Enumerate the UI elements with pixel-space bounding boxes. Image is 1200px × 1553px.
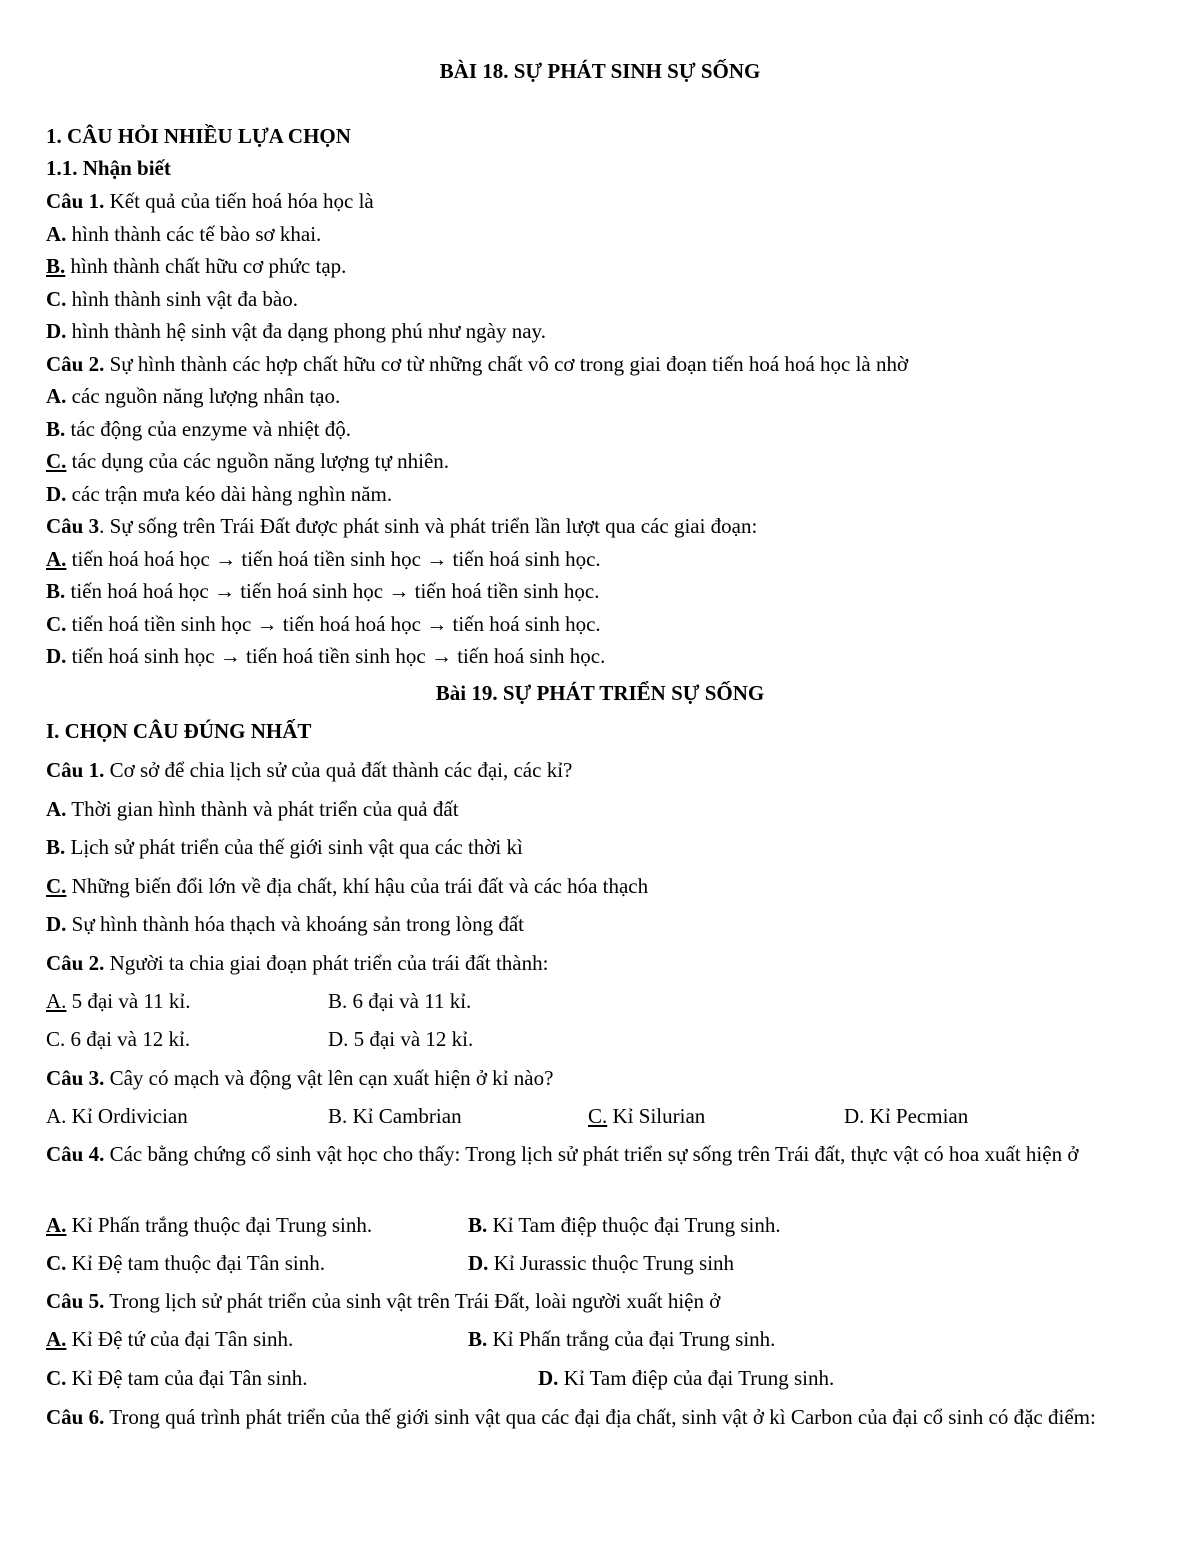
option-letter: D. [46,644,67,668]
question-label: Câu 2. [46,352,105,376]
option-letter: B. [46,254,66,278]
option-text: Kỉ Tam điệp thuộc đại Trung sinh. [487,1213,781,1237]
option-letter: C. [46,612,67,636]
option-text: 5 đại và 12 kỉ. [348,1027,474,1051]
option-letter: B. [468,1213,488,1237]
option-b [328,1103,462,1129]
option-text: tác động của enzyme và nhiệt độ. [65,417,351,441]
question-text: Cây có mạch và động vật lên cạn xuất hiện ở kỉ nào? [104,1066,554,1090]
section-heading-multiple-choice: 1. CÂU HỎI NHIỀU LỰA CHỌN [46,124,351,148]
option-c-correct [588,1103,705,1129]
option-a [46,383,340,409]
option-b [468,1326,775,1352]
option-letter: B. [46,579,66,603]
option-letter: B. [46,417,66,441]
lesson-19-title: Bài 19. SỰ PHÁT TRIỂN SỰ SỐNG [435,681,765,705]
option-c-correct [46,873,648,899]
option-d [46,481,392,507]
question-label: Câu 1. [46,758,105,782]
option-text: Kỉ Pecmian [864,1104,969,1128]
option-text: hình thành sinh vật đa bào. [66,287,298,311]
option-letter: C. [588,1104,608,1128]
option-text: tiến hoá hoá học → tiến hoá sinh học → tiến hoá tiền sinh học. [65,579,600,603]
option-text: tiến hoá sinh học → tiến hoá tiền sinh học → tiến hoá sinh học. [66,644,606,668]
question-label: Câu 5. [46,1289,105,1313]
question-1 [46,757,572,783]
question-label: Câu 3 [46,514,100,538]
option-letter: A. [46,1213,67,1237]
option-letter: D. [844,1104,865,1128]
question-text: Sự hình thành các hợp chất hữu cơ từ những chất vô cơ trong giai đoạn tiến hoá hoá học là nhờ [104,352,909,376]
option-text: 6 đại và 12 kỉ. [65,1027,191,1051]
option-a [46,221,321,247]
option-b [328,988,471,1014]
question-2 [46,950,548,976]
question-3 [46,1065,553,1091]
option-a-correct [46,1326,293,1352]
option-text: Kỉ Đệ tứ của đại Tân sinh. [66,1327,294,1351]
option-letter: A. [46,1104,67,1128]
option-letter: D. [46,319,67,343]
option-text: các nguồn năng lượng nhân tạo. [66,384,341,408]
option-a [46,1103,188,1129]
section-heading-choose-best: I. CHỌN CÂU ĐÚNG NHẤT [46,719,312,743]
option-letter: A. [46,222,67,246]
option-c [46,1250,325,1276]
option-a-correct [46,1212,372,1238]
option-text: Kỉ Đệ tam của đại Tân sinh. [66,1366,308,1390]
option-d [46,643,605,669]
option-letter: D. [468,1251,489,1275]
option-a-correct [46,546,601,572]
option-letter: D. [328,1027,349,1051]
option-text: Sự hình thành hóa thạch và khoáng sản trong lòng đất [66,912,524,936]
option-letter: C. [46,1027,66,1051]
option-text: các trận mưa kéo dài hàng nghìn năm. [66,482,393,506]
option-d [844,1103,968,1129]
option-letter: D. [46,912,67,936]
question-label: Câu 1. [46,189,105,213]
option-b [46,416,351,442]
question-1 [46,188,374,214]
question-text: Kết quả của tiến hoá hóa học là [104,189,374,213]
option-d [46,318,546,344]
option-letter: C. [46,1251,67,1275]
option-letter: B. [328,989,348,1013]
option-text: Kỉ Phấn trắng thuộc đại Trung sinh. [66,1213,373,1237]
question-label: Câu 3. [46,1066,105,1090]
option-d [538,1365,834,1391]
question-3 [46,513,757,539]
option-text: Kỉ Silurian [607,1104,706,1128]
option-c-correct [46,448,449,474]
option-letter: C. [46,874,67,898]
question-text: Trong lịch sử phát triển của sinh vật trên Trái Đất, loài người xuất hiện ở [104,1289,721,1313]
option-b [468,1212,781,1238]
option-text: 5 đại và 11 kỉ. [66,989,191,1013]
option-text: Kỉ Ordivician [66,1104,188,1128]
question-label: Câu 2. [46,951,105,975]
option-text: Kỉ Phấn trắng của đại Trung sinh. [487,1327,776,1351]
option-c [46,1365,307,1391]
option-letter: C. [46,1366,67,1390]
option-text: Kỉ Jurassic thuộc Trung sinh [488,1251,735,1275]
option-letter: A. [46,384,67,408]
option-letter: D. [46,482,67,506]
option-text: Lịch sử phát triển của thế giới sinh vật qua các thời kì [65,835,523,859]
question-text: Người ta chia giai đoạn phát triển của trái đất thành: [104,951,549,975]
option-a-correct [46,988,190,1014]
question-5 [46,1288,720,1314]
option-text: Kỉ Cambrian [347,1104,462,1128]
option-text: tiến hoá tiền sinh học → tiến hoá hoá học → tiến hoá sinh học. [66,612,601,636]
option-letter: C. [46,287,67,311]
subsection-heading-recognition: 1.1. Nhận biết [46,156,171,180]
option-text: hình thành hệ sinh vật đa dạng phong phú như ngày nay. [66,319,546,343]
question-text: Trong quá trình phát triển của thế giới sinh vật qua các đại địa chất, sinh vật ở kì Carbon của đại cổ sinh có đặc điểm: [104,1405,1096,1429]
option-text: Kỉ Tam điệp của đại Trung sinh. [558,1366,835,1390]
question-text: Cơ sở để chia lịch sử của quả đất thành các đại, các kỉ? [104,758,573,782]
option-text: Những biến đổi lớn về địa chất, khí hậu của trái đất và các hóa thạch [66,874,649,898]
question-label: Câu 4. [46,1142,105,1166]
option-letter: B. [328,1104,348,1128]
option-a [46,796,459,822]
option-text: hình thành các tế bào sơ khai. [66,222,322,246]
question-text: Các bằng chứng cổ sinh vật học cho thấy: Trong lịch sử phát triển sự sống trên Trái đất, thực vật có hoa xuất hiện ở [104,1142,1079,1166]
option-letter: D. [538,1366,559,1390]
option-text: 6 đại và 11 kỉ. [347,989,472,1013]
question-2 [46,351,908,377]
option-letter: C. [46,449,67,473]
option-letter: A. [46,797,67,821]
question-4 [46,1138,1156,1170]
option-c [46,611,601,637]
question-text: . Sự sống trên Trái Đất được phát sinh và phát triển lần lượt qua các giai đoạn: [99,514,758,538]
option-letter: B. [468,1327,488,1351]
option-letter: A. [46,547,67,571]
option-letter: A. [46,989,67,1013]
option-c [46,286,298,312]
option-b-correct [46,253,346,279]
option-text: tác dụng của các nguồn năng lượng tự nhiên. [66,449,450,473]
option-text: tiến hoá hoá học → tiến hoá tiền sinh học → tiến hoá sinh học. [66,547,601,571]
option-text: Kỉ Đệ tam thuộc đại Tân sinh. [66,1251,325,1275]
option-b [46,834,523,860]
option-d [328,1026,473,1052]
option-b [46,578,599,604]
option-c [46,1026,190,1052]
lesson-18-title: BÀI 18. SỰ PHÁT SINH SỰ SỐNG [439,59,761,83]
option-text: Thời gian hình thành và phát triển của quả đất [66,797,459,821]
option-text: hình thành chất hữu cơ phức tạp. [65,254,347,278]
option-letter: B. [46,835,66,859]
option-d [46,911,524,937]
question-label: Câu 6. [46,1405,105,1429]
question-6 [46,1401,1156,1433]
option-letter: A. [46,1327,67,1351]
option-d [468,1250,734,1276]
